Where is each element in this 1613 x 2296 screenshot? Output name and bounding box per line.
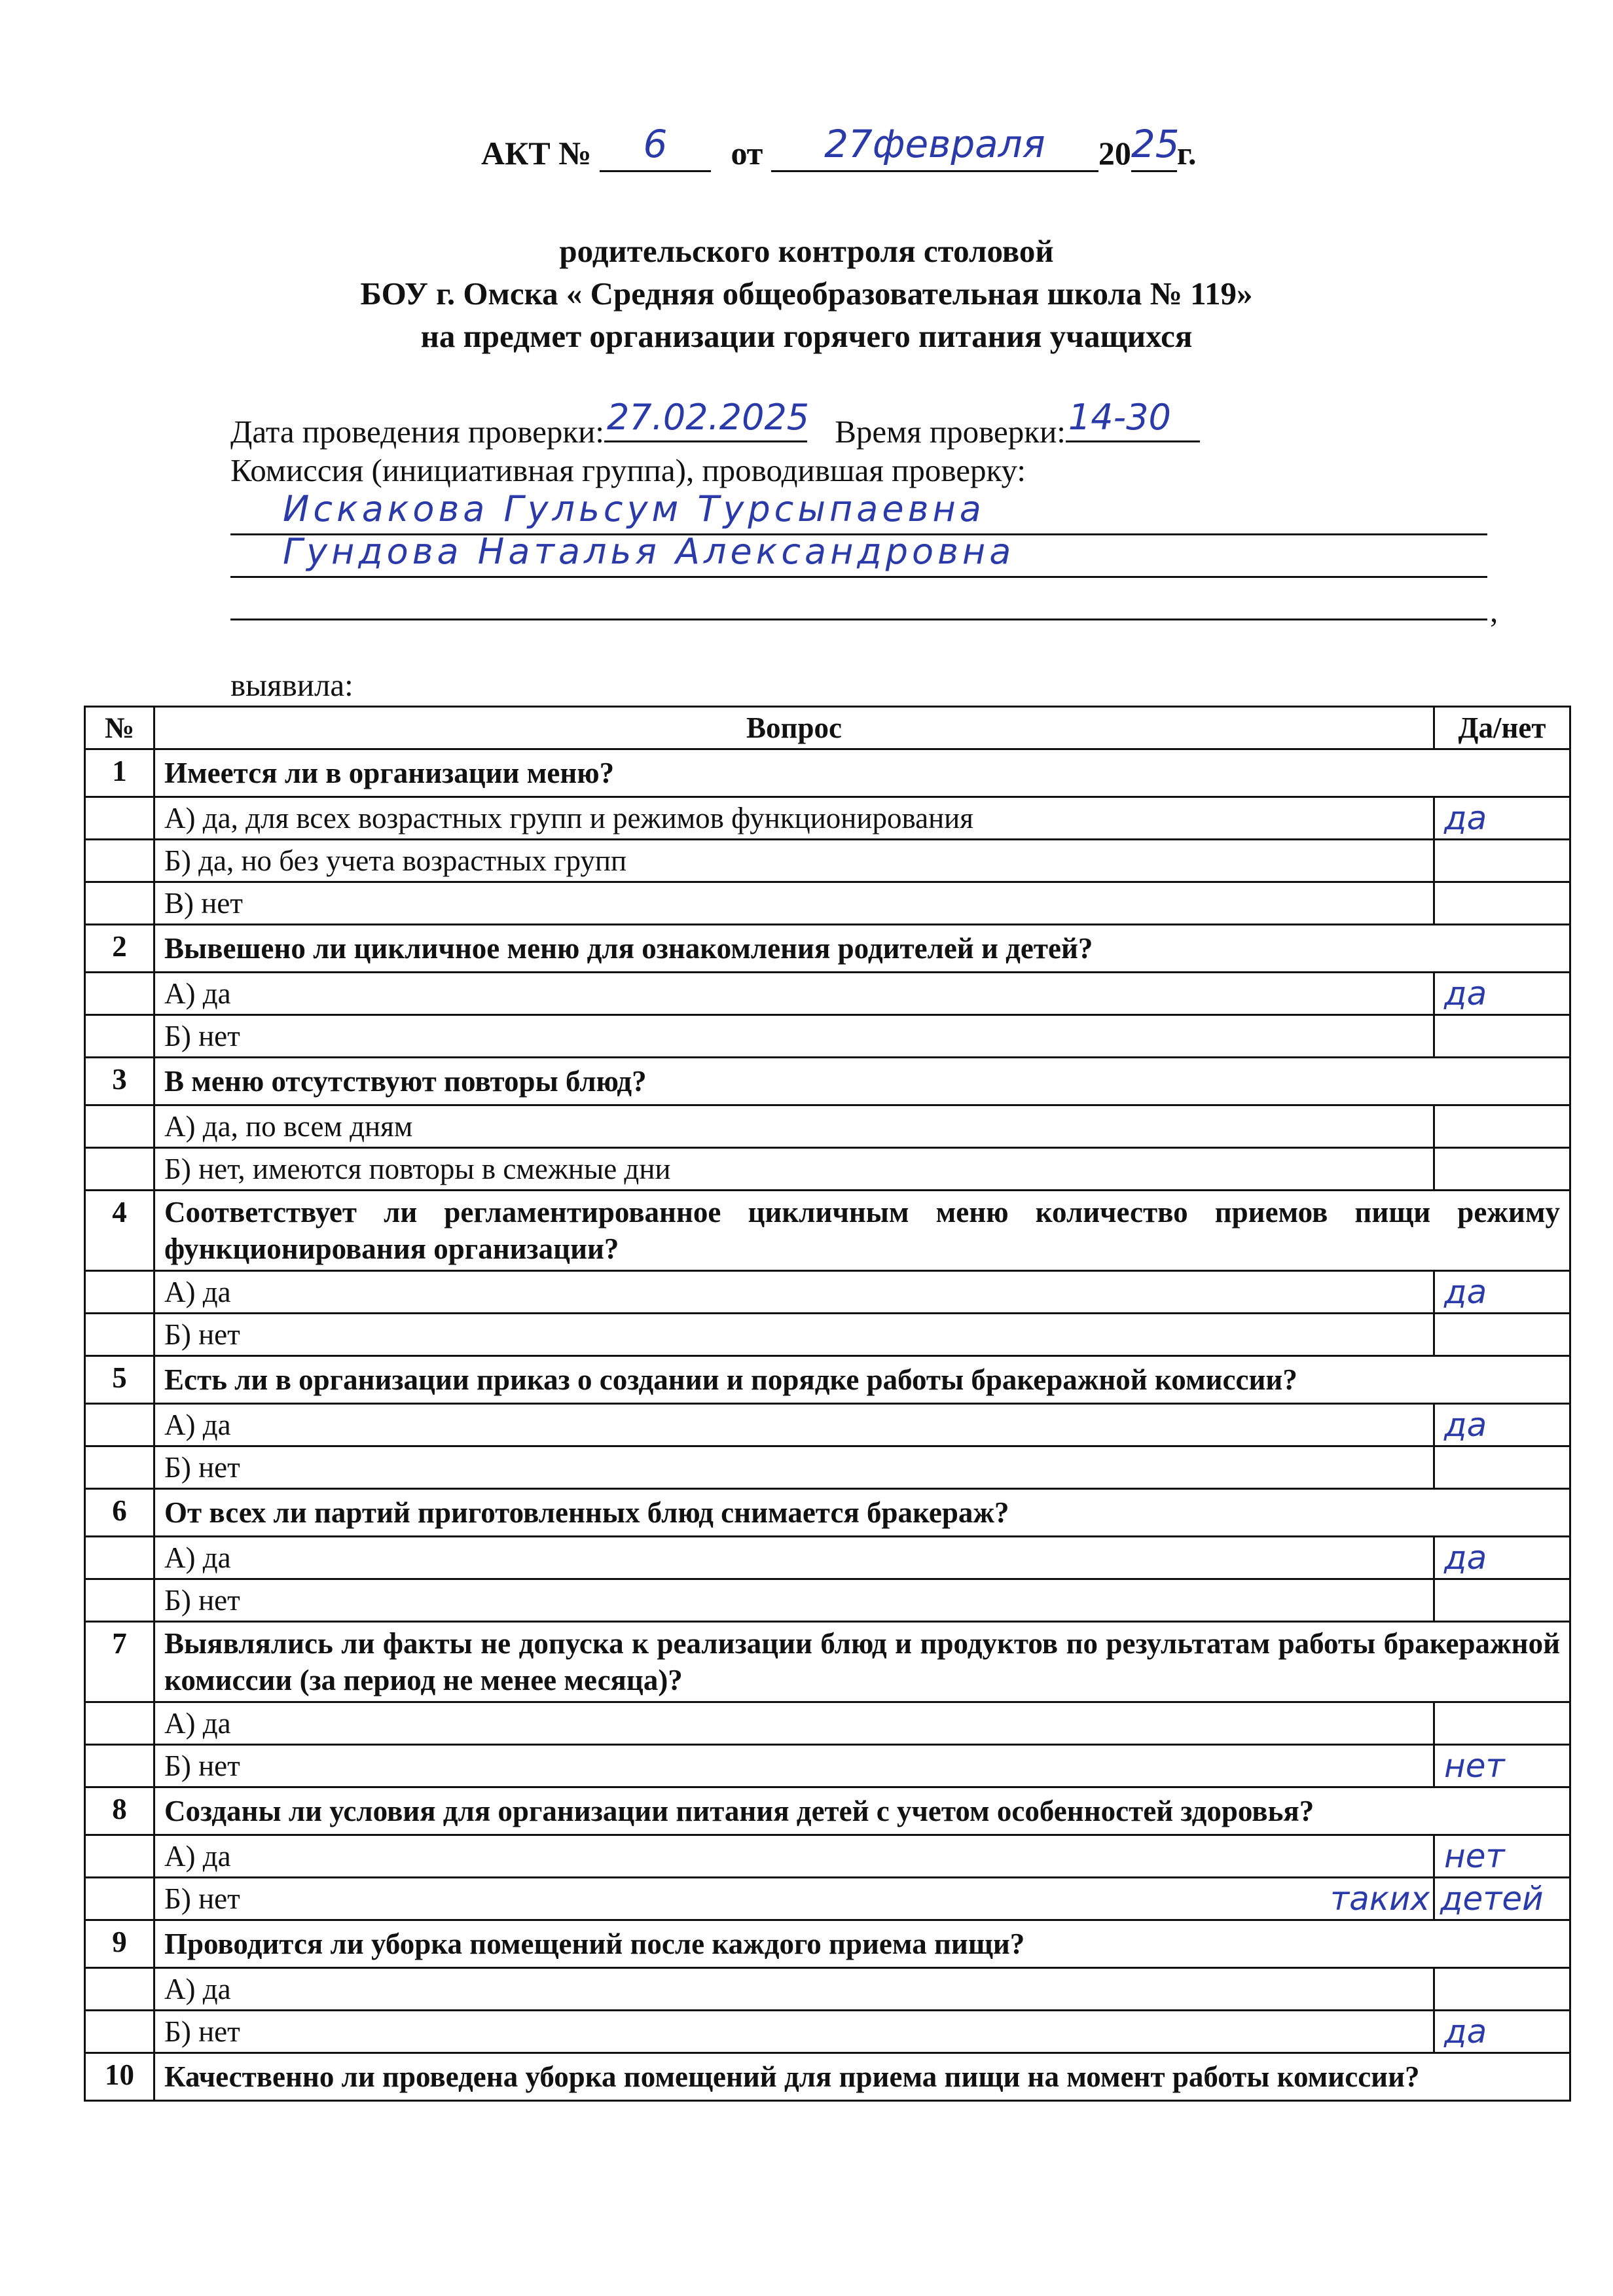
answer-cell — [1434, 797, 1570, 840]
option-row — [85, 1878, 1570, 1920]
question-text: Выявлялись ли факты не допуска к реализации блюд и продуктов по результатам работы бракеражной комиссии (за период не менее месяца)? — [154, 1622, 1570, 1702]
col-header-question: Вопрос — [154, 707, 1434, 749]
option-text: А) да, по всем дням — [154, 1105, 1434, 1148]
time-label: Время проверки: — [835, 414, 1066, 450]
option-text: А) да — [154, 1968, 1434, 2011]
comma: , — [1490, 593, 1498, 629]
option-text: А) да — [154, 1404, 1434, 1446]
option-number-cell — [85, 1537, 154, 1579]
question-row — [85, 925, 1570, 973]
option-text: В) нет — [154, 882, 1434, 925]
handwritten-answer: нет — [1444, 1837, 1505, 1875]
handwritten-answer: да — [1444, 1273, 1487, 1311]
act-date: 27февраля — [824, 122, 1045, 166]
time-field — [1066, 397, 1200, 442]
time-value: 14-30 — [1068, 397, 1171, 438]
option-text: Б) нет — [154, 1579, 1434, 1622]
question-row — [85, 1356, 1570, 1404]
option-row — [85, 1271, 1570, 1314]
answer-cell — [1434, 1968, 1570, 2011]
handwritten-answer: да — [1444, 1539, 1487, 1577]
question-row — [85, 1191, 1570, 1271]
year-suffix: 25 — [1131, 122, 1180, 166]
question-row — [85, 1489, 1570, 1537]
handwritten-answer: да — [1444, 799, 1487, 837]
question-row — [85, 2053, 1570, 2101]
member-name: Искакова Гульсум Турсыпаевна — [283, 488, 985, 529]
heading-line-2: БОУ г. Омска « Средняя общеобразовательная школа № 119» — [360, 276, 1253, 312]
option-row — [85, 1404, 1570, 1446]
option-text: А) да — [154, 1835, 1434, 1878]
question-row — [85, 1787, 1570, 1835]
question-number: 1 — [85, 749, 154, 797]
option-text: Б) нет — [154, 1015, 1434, 1058]
option-number-cell — [85, 1105, 154, 1148]
act-number: 6 — [643, 122, 668, 166]
option-number-cell — [85, 1702, 154, 1745]
option-number-cell — [85, 1968, 154, 2011]
option-number-cell — [85, 1446, 154, 1489]
option-number-cell — [85, 1148, 154, 1191]
found-label: выявила: — [230, 667, 353, 703]
option-row — [85, 1314, 1570, 1356]
option-text: А) да, для всех возрастных групп и режимов функционирования — [154, 797, 1434, 840]
option-text: А) да — [154, 1537, 1434, 1579]
question-row — [85, 749, 1570, 797]
option-number-cell — [85, 840, 154, 882]
option-row — [85, 1446, 1570, 1489]
option-row — [85, 797, 1570, 840]
option-row — [85, 1105, 1570, 1148]
option-row — [85, 1148, 1570, 1191]
option-row — [85, 973, 1570, 1015]
option-text: А) да — [154, 1271, 1434, 1314]
option-number-cell — [85, 797, 154, 840]
check-date-time-row — [230, 397, 1200, 450]
option-row — [85, 1968, 1570, 2011]
answer-cell — [1434, 1446, 1570, 1489]
question-number: 10 — [85, 2053, 154, 2101]
option-number-cell — [85, 1579, 154, 1622]
option-row — [85, 882, 1570, 925]
question-number: 9 — [85, 1920, 154, 1968]
question-row — [85, 1920, 1570, 1968]
question-number: 6 — [85, 1489, 154, 1537]
option-text: А) да — [154, 1702, 1434, 1745]
option-text: Б) нет — [154, 1446, 1434, 1489]
date-label: Дата проведения проверки: — [230, 414, 604, 450]
answer-cell — [1434, 882, 1570, 925]
commission-member-1 — [230, 488, 1487, 535]
commission-member-2 — [230, 531, 1487, 578]
act-label: АКТ № — [481, 135, 592, 171]
option-number-cell — [85, 1015, 154, 1058]
option-text: Б) нет, имеются повторы в смежные дни — [154, 1148, 1434, 1191]
year-prefix: 20 — [1098, 135, 1131, 171]
answer-cell — [1434, 1404, 1570, 1446]
question-text: От всех ли партий приготовленных блюд снимается бракераж? — [154, 1489, 1570, 1537]
answer-cell — [1434, 1015, 1570, 1058]
date-value: 27.02.2025 — [606, 397, 810, 438]
col-header-number: № — [85, 707, 154, 749]
option-number-cell — [85, 973, 154, 1015]
from-label: от — [731, 135, 763, 171]
year-field — [1131, 122, 1180, 172]
handwritten-answer: да — [1444, 1406, 1487, 1444]
act-date-field — [771, 122, 1098, 172]
question-number: 5 — [85, 1356, 154, 1404]
handwritten-answer: таких детей — [1330, 1880, 1544, 1918]
option-row — [85, 1835, 1570, 1878]
option-row — [85, 2011, 1570, 2053]
option-text: А) да — [154, 973, 1434, 1015]
question-text: Проводится ли уборка помещений после каждого приема пищи? — [154, 1920, 1570, 1968]
question-text: Имеется ли в организации меню? — [154, 749, 1570, 797]
option-text: Б) да, но без учета возрастных групп — [154, 840, 1434, 882]
question-number: 4 — [85, 1191, 154, 1271]
question-row — [85, 1058, 1570, 1105]
answer-cell — [1434, 973, 1570, 1015]
option-row — [85, 1702, 1570, 1745]
option-row — [85, 1537, 1570, 1579]
answer-cell — [1434, 1579, 1570, 1622]
act-number-field — [600, 122, 711, 172]
answer-cell — [1434, 1745, 1570, 1787]
act-title — [481, 122, 1197, 172]
question-number: 8 — [85, 1787, 154, 1835]
answer-cell — [1434, 840, 1570, 882]
option-text: Б) нет — [154, 1314, 1434, 1356]
option-text: Б) нет — [154, 1878, 1434, 1920]
heading-line-1: родительского контроля столовой — [559, 233, 1054, 269]
option-number-cell — [85, 1835, 154, 1878]
question-row — [85, 1622, 1570, 1702]
question-text: В меню отсутствуют повторы блюд? — [154, 1058, 1570, 1105]
question-number: 2 — [85, 925, 154, 973]
answer-cell — [1434, 2011, 1570, 2053]
heading-line-3: на предмет организации горячего питания учащихся — [420, 318, 1193, 354]
option-number-cell — [85, 2011, 154, 2053]
option-number-cell — [85, 1404, 154, 1446]
option-number-cell — [85, 1271, 154, 1314]
option-row — [85, 1579, 1570, 1622]
option-number-cell — [85, 1314, 154, 1356]
option-number-cell — [85, 1878, 154, 1920]
member-name: Гундова Наталья Александровна — [283, 531, 1015, 572]
answer-cell — [1434, 1314, 1570, 1356]
question-number: 3 — [85, 1058, 154, 1105]
inspection-table — [84, 706, 1571, 2102]
answer-cell — [1434, 1537, 1570, 1579]
year-end: г. — [1176, 135, 1197, 171]
commission-member-3 — [230, 579, 1487, 620]
answer-cell — [1434, 1105, 1570, 1148]
handwritten-answer: да — [1444, 2013, 1487, 2051]
option-text: Б) нет — [154, 1745, 1434, 1787]
option-row — [85, 840, 1570, 882]
answer-cell — [1330, 1878, 1570, 1920]
commission-label: Комиссия (инициативная группа), проводившая проверку: — [230, 452, 1026, 488]
question-text: Есть ли в организации приказ о создании и порядке работы бракеражной комиссии? — [154, 1356, 1570, 1404]
question-text: Соответствует ли регламентированное цикличным меню количество приемов пищи режиму функционирования организации? — [154, 1191, 1570, 1271]
date-field — [604, 397, 810, 442]
col-header-answer: Да/нет — [1434, 707, 1570, 749]
handwritten-answer: да — [1444, 975, 1487, 1013]
answer-cell — [1434, 1835, 1570, 1878]
answer-cell — [1434, 1148, 1570, 1191]
handwritten-answer: нет — [1444, 1747, 1505, 1785]
option-row — [85, 1015, 1570, 1058]
option-text: Б) нет — [154, 2011, 1434, 2053]
question-text: Вывешено ли цикличное меню для ознакомления родителей и детей? — [154, 925, 1570, 973]
question-text: Качественно ли проведена уборка помещений для приема пищи на момент работы комиссии? — [154, 2053, 1570, 2101]
option-number-cell — [85, 882, 154, 925]
option-row — [85, 1745, 1570, 1787]
answer-cell — [1434, 1702, 1570, 1745]
question-text: Созданы ли условия для организации питания детей с учетом особенностей здоровья? — [154, 1787, 1570, 1835]
question-number: 7 — [85, 1622, 154, 1702]
option-number-cell — [85, 1745, 154, 1787]
table-header-row — [85, 707, 1570, 749]
answer-cell — [1434, 1271, 1570, 1314]
